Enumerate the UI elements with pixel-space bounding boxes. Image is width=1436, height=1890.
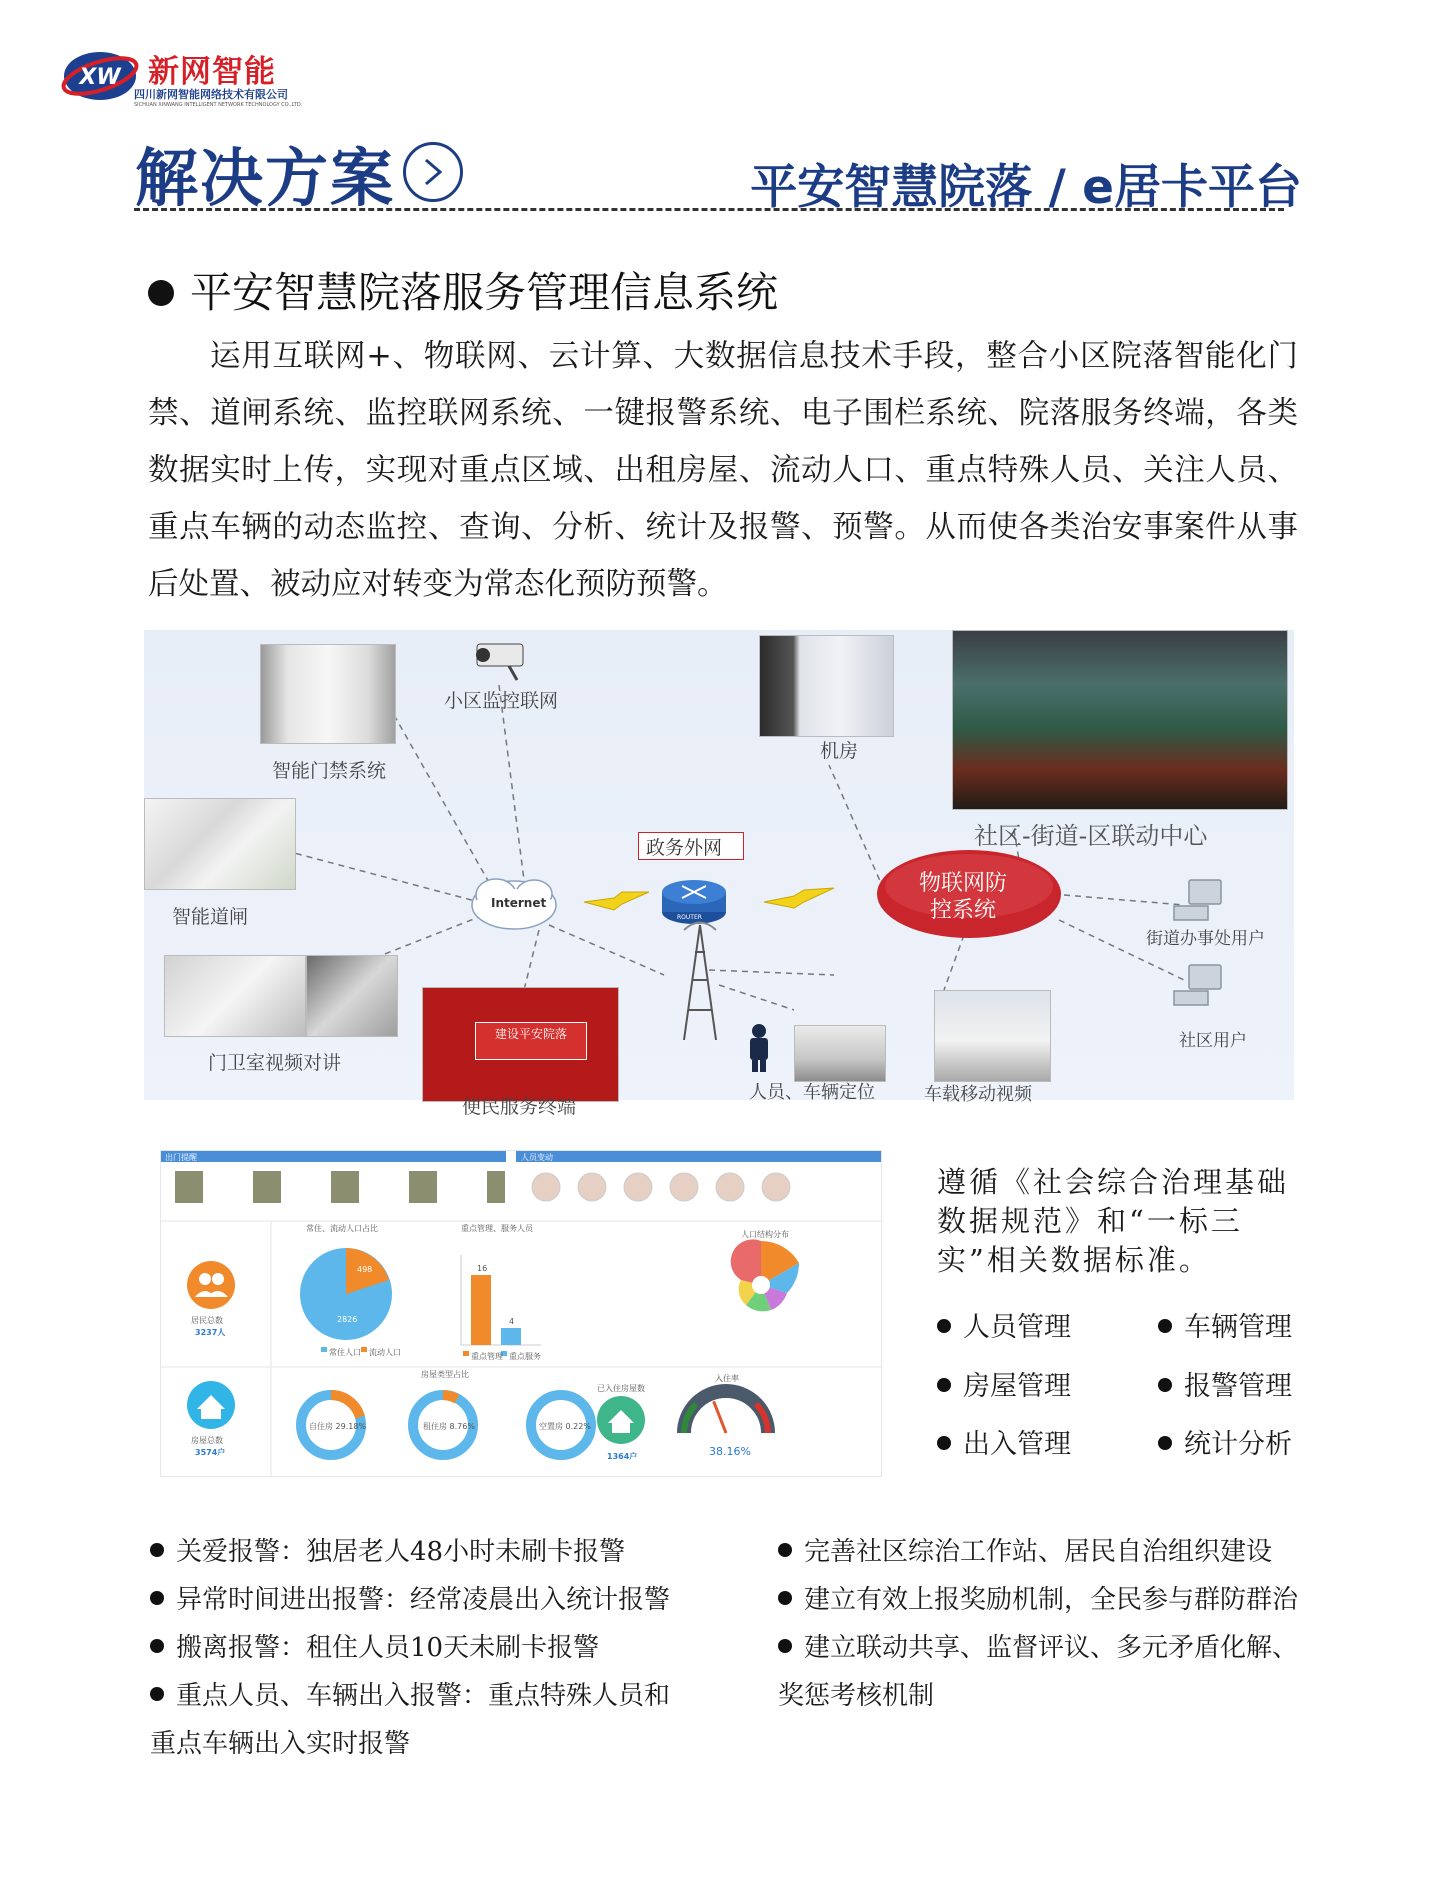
logo-company-name-en: SICHUAN XINWANG INTELLIGENT NETWORK TECHNOLOGY CO.,LTD. (134, 102, 303, 108)
list-item: 搬离报警：租住人员10天未刷卡报警 (150, 1624, 690, 1672)
router-label: ROUTER (677, 914, 702, 921)
network-diagram (144, 630, 1294, 1118)
mgmt-item: 统计分析 (1158, 1422, 1292, 1461)
donut-3-label: 空置房 0.22% (539, 1422, 591, 1431)
logo-brand: 新网智能 (148, 54, 276, 90)
page-title: 解决方案 (135, 142, 395, 215)
mgmt-item: 人员管理 (937, 1305, 1071, 1344)
linkage-center-label: 社区-街道-区联动中心 (974, 822, 1208, 850)
chevron-right-icon (403, 142, 463, 202)
rate-value: 38.16% (709, 1445, 751, 1458)
residents-value: 3237人 (195, 1328, 226, 1337)
bullet-icon (778, 1639, 792, 1653)
gov-net-label: 政务外网 (646, 837, 723, 859)
houses-value: 3574户 (195, 1448, 226, 1457)
bullet-icon (778, 1543, 792, 1557)
page-subtitle: 平安智慧院落 / e居卡平台 (750, 160, 1302, 215)
logo-company-name: 四川新网智能网络技术有限公司 (134, 88, 288, 101)
pie-value-b: 498 (357, 1265, 373, 1274)
list-item: 关爱报警：独居老人48小时未刷卡报警 (150, 1528, 690, 1576)
bullet-icon (1158, 1378, 1172, 1392)
rate-title: 入住率 (715, 1374, 739, 1383)
panel-right-header (516, 1151, 881, 1162)
bullet-icon (937, 1319, 951, 1333)
panel-left-header (161, 1151, 506, 1162)
bullet-icon (778, 1591, 792, 1605)
list-item: 异常时间进出报警：经常凌晨出入统计报警 (150, 1576, 690, 1624)
intro-paragraph: 运用互联网+、物联网、云计算、大数据信息技术手段，整合小区院落智能化门禁、道闸系统、监控联网系统、一键报警系统、电子围栏系统、院落服务终端，各类数据实时上传，实现对重点区域、出租房屋、流动人口、重点特殊人员、关注人员、重点车辆的动态监控、查询、分析、统计及报警、预警。从而使各类治安事案件从事后处置、被动应对转变为常态化预防预警。 (148, 339, 1298, 602)
panel-left-title: 出门提醒 (165, 1153, 197, 1162)
section-heading-text: 平安智慧院落服务管理信息系统 (190, 268, 779, 317)
machine-room-photo (759, 635, 894, 737)
barrier-gate-label: 智能道闸 (172, 906, 249, 928)
company-logo (60, 46, 303, 116)
iot-system-label-2: 控系统 (930, 898, 997, 923)
standards-text: 遵循《社会综合治理基础数据规范》和“一标三实”相关数据标准。 (937, 1165, 1290, 1277)
bullet-icon (150, 1639, 164, 1653)
bullet-icon (150, 1687, 164, 1701)
iot-system-label-1: 物联网防 (919, 871, 1008, 896)
car-photo (794, 1025, 886, 1082)
guard-camera-photo (164, 955, 306, 1037)
bullet-icon (1158, 1436, 1172, 1450)
pie-title: 常住、流动人口占比 (306, 1224, 378, 1233)
door-access-label: 智能门禁系统 (272, 760, 387, 782)
donut-1-label: 自住房 29.18% (309, 1422, 367, 1431)
police-figure-icon (739, 1022, 779, 1072)
cell-tower-icon (684, 923, 716, 1041)
dashboard-graphics (161, 1165, 881, 1476)
logo-emblem-icon (60, 46, 144, 108)
bullet-icon (150, 1543, 164, 1557)
barrier-gate-photo (144, 798, 296, 890)
pie-value-a: 2826 (337, 1315, 358, 1324)
svg-text:XW: XW (79, 65, 121, 90)
intercom-photo (306, 955, 398, 1037)
houses-label: 房屋总数 (191, 1436, 223, 1445)
vehicle-video-label: 车载移动视频 (924, 1084, 1032, 1105)
checkin-value: 1364户 (607, 1452, 638, 1461)
house-type-title: 房屋类型占比 (421, 1370, 469, 1379)
guard-video-label: 门卫室视频对讲 (208, 1052, 342, 1074)
positioning-label: 人员、车辆定位 (749, 1082, 875, 1103)
pie-legend-b: 流动人口 (369, 1348, 401, 1357)
bullet-icon (150, 1591, 164, 1605)
donut-2-label: 租住房 8.76% (423, 1422, 475, 1431)
list-item: 重点人员、车辆出入报警：重点特殊人员和重点车辆出入实时报警 (150, 1681, 671, 1759)
terminal-screen-label: 建设平安院落 (475, 1022, 587, 1060)
machine-room-label: 机房 (820, 740, 859, 762)
community-user-label: 社区用户 (1179, 1031, 1247, 1051)
bullet-icon (1158, 1319, 1172, 1333)
pie-legend-a: 常住人口 (329, 1348, 361, 1357)
internet-label: Internet (491, 896, 547, 910)
bullet-icon (148, 280, 174, 306)
street-office-label: 街道办事处用户 (1146, 929, 1265, 949)
service-terminal-label: 便民服务终端 (462, 1096, 577, 1118)
mgmt-item: 车辆管理 (1158, 1305, 1292, 1344)
mgmt-item: 房屋管理 (937, 1364, 1071, 1403)
door-access-photo (260, 644, 396, 744)
bar-legend-b: 重点服务 (509, 1352, 541, 1361)
list-item: 建立联动共享、监督评议、多元矛盾化解、奖惩考核机制 (778, 1633, 1299, 1711)
list-item: 完善社区综治工作站、居民自治组织建设 (778, 1528, 1308, 1576)
residents-label: 居民总数 (191, 1316, 223, 1325)
bar-legend-a: 重点管理 (471, 1352, 503, 1361)
list-item: 建立有效上报奖励机制，全民参与群防群治 (778, 1576, 1308, 1624)
panel-right-title: 人员变动 (521, 1153, 553, 1162)
bullet-icon (937, 1378, 951, 1392)
occupancy-gauge (684, 1391, 768, 1433)
rose-title: 人口结构分布 (741, 1230, 789, 1239)
alarm-list (150, 1528, 690, 1768)
cctv-label: 小区监控联网 (444, 690, 559, 712)
cctv-camera-icon (469, 638, 539, 683)
bar-value-a: 16 (477, 1264, 488, 1273)
header-divider (134, 208, 1284, 211)
dashboard-screenshot (160, 1150, 882, 1477)
mgmt-item: 出入管理 (937, 1422, 1071, 1461)
measures-list (778, 1528, 1308, 1720)
bullet-icon (937, 1436, 951, 1450)
section-heading (148, 260, 778, 320)
bar-title: 重点管理、服务人员 (461, 1224, 533, 1233)
checkin-title: 已入住房屋数 (597, 1384, 645, 1393)
control-center-photo (952, 630, 1288, 810)
mgmt-item: 报警管理 (1158, 1364, 1292, 1403)
bar-value-b: 4 (509, 1317, 515, 1326)
vehicle-video-photo (934, 990, 1051, 1082)
